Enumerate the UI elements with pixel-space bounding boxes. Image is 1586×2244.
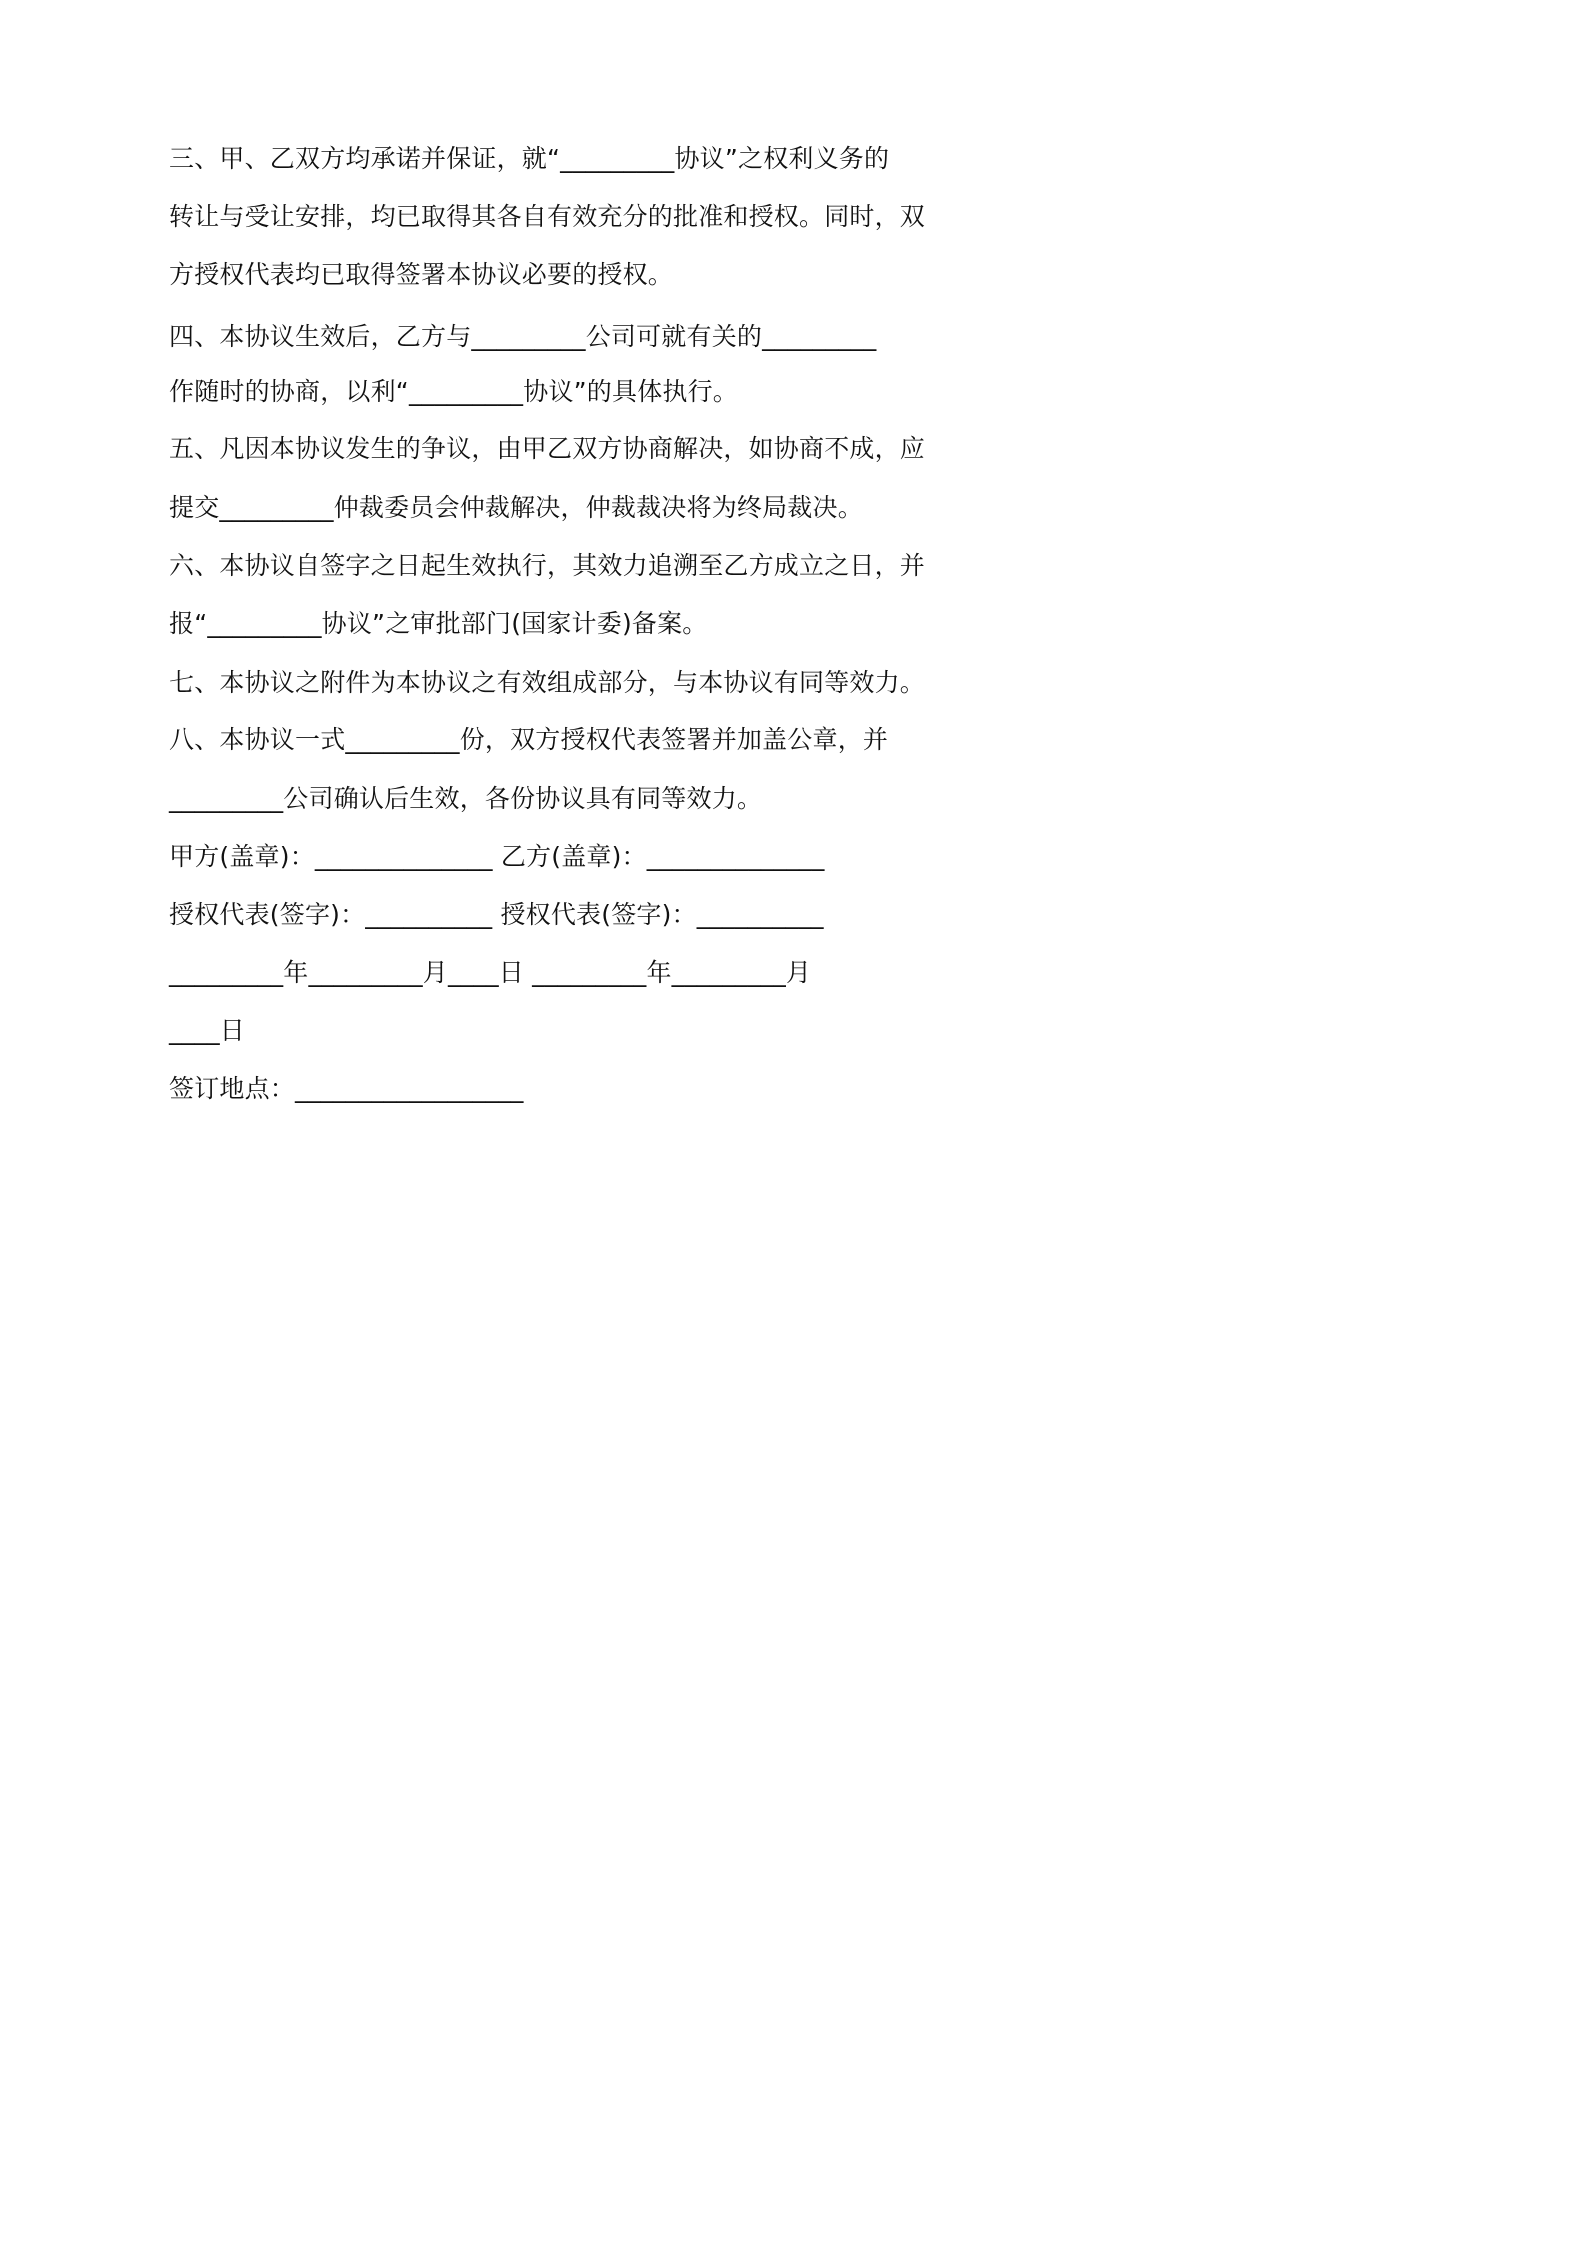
clause-3-line-3: 方授权代表均已取得签署本协议必要的授权。 xyxy=(169,260,674,289)
representative-line: 授权代表(签字)：__________ 授权代表(签字)：__________ xyxy=(169,900,824,929)
clause-8-line-1: 八、本协议一式_________份，双方授权代表签署并加盖公章，并 xyxy=(169,725,889,754)
clause-6-line-2: 报“_________协议”之审批部门(国家计委)备案。 xyxy=(169,609,708,638)
date-line-1: _________年_________月____日 _________年_________月 xyxy=(169,958,812,987)
signing-place-line: 签订地点：__________________ xyxy=(169,1074,524,1103)
clause-6-line-1: 六、本协议自签字之日起生效执行，其效力追溯至乙方成立之日，并 xyxy=(169,551,926,580)
clause-5-line-1: 五、凡因本协议发生的争议，由甲乙双方协商解决，如协商不成，应 xyxy=(169,434,926,463)
clause-7-line-1: 七、本协议之附件为本协议之有效组成部分，与本协议有同等效力。 xyxy=(169,668,926,697)
clause-5-line-2: 提交_________仲裁委员会仲裁解决，仲裁裁决将为终局裁决。 xyxy=(169,493,863,522)
clause-4-line-1: 四、本协议生效后，乙方与_________公司可就有关的_________ xyxy=(169,322,877,351)
document-page xyxy=(0,0,1100,1556)
clause-3-line-1: 三、甲、乙双方均承诺并保证，就“_________协议”之权利义务的 xyxy=(169,144,890,173)
clause-3-line-2: 转让与受让安排，均已取得其各自有效充分的批准和授权。同时，双 xyxy=(169,202,926,231)
clause-8-line-2: _________公司确认后生效，各份协议具有同等效力。 xyxy=(169,784,763,813)
date-line-2: ____日 xyxy=(169,1016,246,1045)
clause-4-line-2: 作随时的协商，以利“_________协议”的具体执行。 xyxy=(169,377,739,406)
seal-line: 甲方(盖章)：______________ 乙方(盖章)：______________ xyxy=(169,842,825,871)
